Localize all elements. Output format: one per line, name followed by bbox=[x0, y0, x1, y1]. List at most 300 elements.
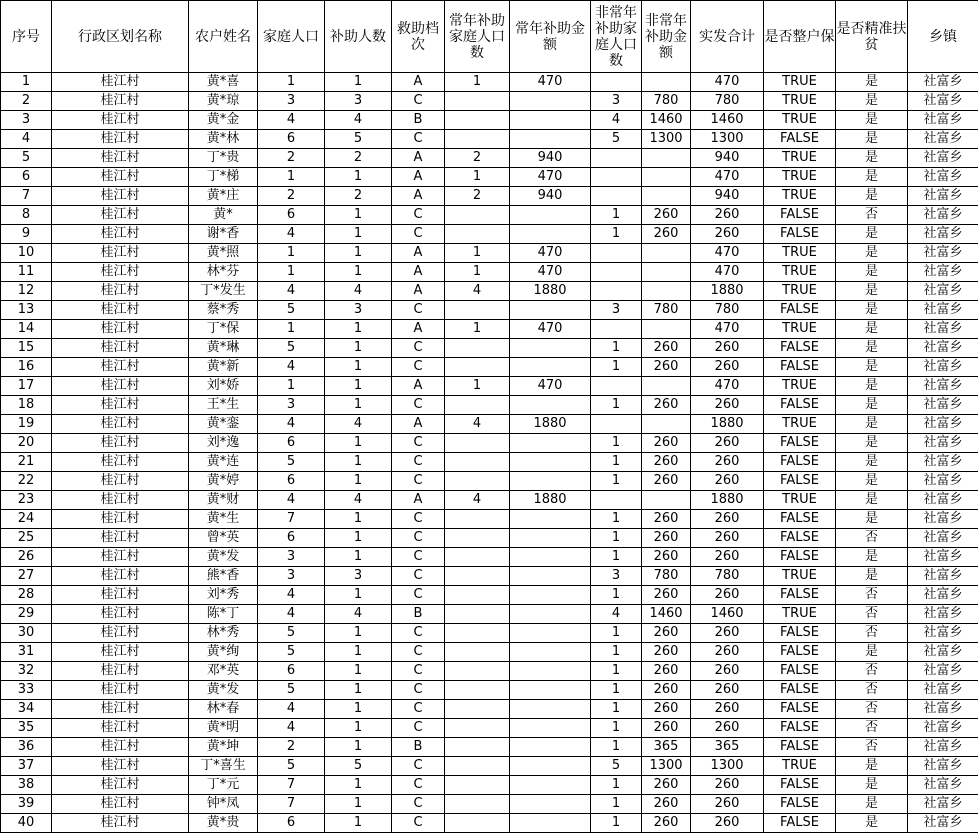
table-cell: 是 bbox=[836, 795, 908, 814]
table-cell: 4 bbox=[591, 111, 642, 130]
table-cell: 260 bbox=[691, 339, 764, 358]
table-cell: A bbox=[392, 415, 445, 434]
table-row bbox=[1, 491, 978, 510]
table-cell: 社富乡 bbox=[908, 206, 978, 225]
table-cell: 是 bbox=[836, 415, 908, 434]
table-cell bbox=[510, 548, 591, 567]
table-cell: TRUE bbox=[764, 92, 836, 111]
table-cell: 4 bbox=[325, 282, 392, 301]
table-cell: 30 bbox=[1, 624, 52, 643]
column-header: 家庭人口 bbox=[258, 1, 325, 73]
table-cell bbox=[591, 320, 642, 339]
table-cell: C bbox=[392, 472, 445, 491]
table-cell: 6 bbox=[258, 206, 325, 225]
table-cell: FALSE bbox=[764, 529, 836, 548]
table-cell: 260 bbox=[642, 586, 691, 605]
table-cell: 1 bbox=[325, 510, 392, 529]
table-cell: 1880 bbox=[691, 282, 764, 301]
table-cell: 5 bbox=[258, 757, 325, 776]
table-cell: 1880 bbox=[510, 282, 591, 301]
table-cell: 260 bbox=[642, 624, 691, 643]
table-cell: 否 bbox=[836, 624, 908, 643]
table-cell: 是 bbox=[836, 472, 908, 491]
table-cell: C bbox=[392, 719, 445, 738]
table-cell: 5 bbox=[325, 757, 392, 776]
table-cell: 1300 bbox=[691, 130, 764, 149]
table-cell: 是 bbox=[836, 149, 908, 168]
table-cell: A bbox=[392, 187, 445, 206]
table-cell: C bbox=[392, 206, 445, 225]
table-cell bbox=[445, 681, 510, 700]
table-cell: 470 bbox=[510, 377, 591, 396]
table-cell bbox=[642, 73, 691, 92]
table-cell: 1 bbox=[591, 643, 642, 662]
table-cell: 是 bbox=[836, 453, 908, 472]
table-cell: 6 bbox=[258, 529, 325, 548]
table-cell: 是 bbox=[836, 396, 908, 415]
table-cell: C bbox=[392, 358, 445, 377]
table-cell: 否 bbox=[836, 662, 908, 681]
table-cell: 桂江村 bbox=[52, 795, 189, 814]
table-cell: 780 bbox=[642, 567, 691, 586]
table-cell: 桂江村 bbox=[52, 149, 189, 168]
table-cell: 社富乡 bbox=[908, 301, 978, 320]
table-cell: 社富乡 bbox=[908, 225, 978, 244]
column-header: 补助人数 bbox=[325, 1, 392, 73]
table-cell: 4 bbox=[258, 282, 325, 301]
table-cell: 1 bbox=[591, 548, 642, 567]
table-cell bbox=[445, 130, 510, 149]
table-cell: 黄*琼 bbox=[189, 92, 258, 111]
table-cell: FALSE bbox=[764, 472, 836, 491]
table-row bbox=[1, 586, 978, 605]
table-cell: 社富乡 bbox=[908, 510, 978, 529]
table-cell: 22 bbox=[1, 472, 52, 491]
table-cell: 黄*林 bbox=[189, 130, 258, 149]
table-cell: 桂江村 bbox=[52, 111, 189, 130]
table-cell: 4 bbox=[258, 111, 325, 130]
table-cell: 1 bbox=[325, 263, 392, 282]
table-cell: FALSE bbox=[764, 719, 836, 738]
table-cell: FALSE bbox=[764, 776, 836, 795]
table-row bbox=[1, 282, 978, 301]
table-cell: 2 bbox=[325, 187, 392, 206]
table-cell: 7 bbox=[258, 510, 325, 529]
table-cell: 是 bbox=[836, 187, 908, 206]
table-cell: 1 bbox=[325, 453, 392, 472]
table-cell bbox=[510, 814, 591, 833]
table-cell bbox=[445, 529, 510, 548]
table-cell: 1 bbox=[258, 320, 325, 339]
table-cell: C bbox=[392, 567, 445, 586]
table-cell: 是 bbox=[836, 548, 908, 567]
table-cell: 1 bbox=[325, 377, 392, 396]
table-cell: 1 bbox=[591, 434, 642, 453]
table-cell: TRUE bbox=[764, 73, 836, 92]
table-cell: 7 bbox=[258, 776, 325, 795]
table-cell: 1 bbox=[325, 225, 392, 244]
table-cell bbox=[642, 168, 691, 187]
table-cell: 1 bbox=[325, 681, 392, 700]
table-cell: 1880 bbox=[691, 491, 764, 510]
table-cell bbox=[445, 738, 510, 757]
table-cell: 黄*贵 bbox=[189, 814, 258, 833]
table-cell: 3 bbox=[591, 567, 642, 586]
table-cell: 林*春 bbox=[189, 700, 258, 719]
table-cell: TRUE bbox=[764, 377, 836, 396]
table-cell bbox=[510, 776, 591, 795]
table-cell: 780 bbox=[691, 567, 764, 586]
table-cell: 1 bbox=[325, 358, 392, 377]
table-cell: 260 bbox=[642, 339, 691, 358]
table-cell: 桂江村 bbox=[52, 73, 189, 92]
table-cell: 是 bbox=[836, 244, 908, 263]
table-cell: C bbox=[392, 225, 445, 244]
table-cell: 黄*发 bbox=[189, 681, 258, 700]
table-cell bbox=[510, 795, 591, 814]
table-cell bbox=[510, 434, 591, 453]
table-cell bbox=[591, 415, 642, 434]
table-cell: TRUE bbox=[764, 168, 836, 187]
table-cell: 6 bbox=[258, 662, 325, 681]
table-cell: FALSE bbox=[764, 624, 836, 643]
table-cell: 260 bbox=[691, 396, 764, 415]
table-cell: TRUE bbox=[764, 605, 836, 624]
column-header: 实发合计 bbox=[691, 1, 764, 73]
table-cell: 780 bbox=[691, 301, 764, 320]
table-cell: 桂江村 bbox=[52, 301, 189, 320]
table-cell: A bbox=[392, 263, 445, 282]
table-cell: 1 bbox=[325, 472, 392, 491]
table-cell: 黄*生 bbox=[189, 510, 258, 529]
table-row bbox=[1, 244, 978, 263]
table-cell: 社富乡 bbox=[908, 814, 978, 833]
table-cell bbox=[642, 187, 691, 206]
table-cell: 1 bbox=[445, 320, 510, 339]
table-cell bbox=[510, 472, 591, 491]
table-cell: 丁*梯 bbox=[189, 168, 258, 187]
table-cell: 是 bbox=[836, 567, 908, 586]
table-row bbox=[1, 358, 978, 377]
table-cell: 1 bbox=[591, 510, 642, 529]
table-cell: 社富乡 bbox=[908, 415, 978, 434]
table-cell: 4 bbox=[258, 700, 325, 719]
table-cell: 桂江村 bbox=[52, 282, 189, 301]
table-cell: 1880 bbox=[510, 491, 591, 510]
table-cell: 4 bbox=[445, 491, 510, 510]
table-cell: 黄*照 bbox=[189, 244, 258, 263]
table-cell: 社富乡 bbox=[908, 529, 978, 548]
table-cell bbox=[510, 662, 591, 681]
table-cell: 260 bbox=[642, 681, 691, 700]
table-cell: 否 bbox=[836, 529, 908, 548]
table-cell: 14 bbox=[1, 320, 52, 339]
column-header: 行政区划名称 bbox=[52, 1, 189, 73]
table-cell: 260 bbox=[691, 434, 764, 453]
table-cell: 4 bbox=[325, 415, 392, 434]
table-cell: 是 bbox=[836, 301, 908, 320]
table-cell: A bbox=[392, 491, 445, 510]
table-cell: 1 bbox=[325, 814, 392, 833]
table-cell bbox=[445, 396, 510, 415]
table-cell: TRUE bbox=[764, 320, 836, 339]
table-row bbox=[1, 757, 978, 776]
table-cell: 33 bbox=[1, 681, 52, 700]
table-cell: 社富乡 bbox=[908, 795, 978, 814]
table-cell bbox=[510, 605, 591, 624]
column-header: 常年补助家庭人口数 bbox=[445, 1, 510, 73]
table-row bbox=[1, 548, 978, 567]
table-cell: 18 bbox=[1, 396, 52, 415]
table-cell: 桂江村 bbox=[52, 92, 189, 111]
table-cell bbox=[591, 282, 642, 301]
table-cell: 是 bbox=[836, 282, 908, 301]
table-cell: 黄*连 bbox=[189, 453, 258, 472]
table-cell: TRUE bbox=[764, 149, 836, 168]
table-cell: 260 bbox=[691, 206, 764, 225]
table-cell: 社富乡 bbox=[908, 681, 978, 700]
table-cell: 5 bbox=[258, 339, 325, 358]
table-row bbox=[1, 396, 978, 415]
table-cell: 桂江村 bbox=[52, 776, 189, 795]
table-cell: 5 bbox=[325, 130, 392, 149]
table-cell: 260 bbox=[642, 529, 691, 548]
table-row bbox=[1, 320, 978, 339]
table-cell bbox=[642, 149, 691, 168]
table-cell: 15 bbox=[1, 339, 52, 358]
table-cell: 260 bbox=[642, 472, 691, 491]
table-cell: 11 bbox=[1, 263, 52, 282]
table-cell: A bbox=[392, 244, 445, 263]
table-cell: 桂江村 bbox=[52, 643, 189, 662]
table-cell: TRUE bbox=[764, 187, 836, 206]
table-cell bbox=[591, 187, 642, 206]
table-cell: 3 bbox=[325, 92, 392, 111]
table-cell: A bbox=[392, 320, 445, 339]
table-cell: 1 bbox=[325, 624, 392, 643]
table-cell bbox=[445, 662, 510, 681]
table-cell: 1 bbox=[325, 776, 392, 795]
table-cell: 365 bbox=[691, 738, 764, 757]
table-cell: 桂江村 bbox=[52, 453, 189, 472]
table-cell: 1 bbox=[591, 738, 642, 757]
table-cell: FALSE bbox=[764, 586, 836, 605]
table-row bbox=[1, 263, 978, 282]
table-cell: 1 bbox=[591, 681, 642, 700]
table-cell: 黄*銮 bbox=[189, 415, 258, 434]
table-cell: 780 bbox=[642, 301, 691, 320]
table-cell: C bbox=[392, 339, 445, 358]
table-cell: 260 bbox=[642, 719, 691, 738]
table-cell: 470 bbox=[510, 244, 591, 263]
table-cell: 6 bbox=[258, 130, 325, 149]
table-cell: 780 bbox=[642, 92, 691, 111]
table-cell: 1 bbox=[591, 529, 642, 548]
table-cell: 3 bbox=[258, 92, 325, 111]
table-cell: C bbox=[392, 92, 445, 111]
table-cell bbox=[591, 73, 642, 92]
table-cell: 1 bbox=[591, 719, 642, 738]
table-cell: 桂江村 bbox=[52, 662, 189, 681]
table-cell: C bbox=[392, 624, 445, 643]
table-cell bbox=[445, 814, 510, 833]
table-cell: 是 bbox=[836, 111, 908, 130]
table-cell: 丁*保 bbox=[189, 320, 258, 339]
table-cell: 470 bbox=[691, 73, 764, 92]
table-cell: FALSE bbox=[764, 225, 836, 244]
table-cell: FALSE bbox=[764, 795, 836, 814]
table-cell: 260 bbox=[642, 206, 691, 225]
table-cell bbox=[591, 263, 642, 282]
table-cell: 260 bbox=[691, 548, 764, 567]
table-cell: 3 bbox=[258, 567, 325, 586]
table-cell: 桂江村 bbox=[52, 168, 189, 187]
table-row bbox=[1, 795, 978, 814]
table-cell: 社富乡 bbox=[908, 358, 978, 377]
table-cell: 1300 bbox=[642, 130, 691, 149]
table-row bbox=[1, 700, 978, 719]
table-row bbox=[1, 168, 978, 187]
table-cell bbox=[445, 700, 510, 719]
table-cell: 桂江村 bbox=[52, 358, 189, 377]
table-cell: FALSE bbox=[764, 510, 836, 529]
table-cell: 260 bbox=[691, 662, 764, 681]
table-cell: B bbox=[392, 605, 445, 624]
table-cell: 是 bbox=[836, 814, 908, 833]
table-cell: 是 bbox=[836, 168, 908, 187]
table-cell: 是 bbox=[836, 776, 908, 795]
table-cell: 1 bbox=[325, 206, 392, 225]
table-cell bbox=[510, 624, 591, 643]
table-cell: 1 bbox=[325, 662, 392, 681]
table-cell bbox=[510, 700, 591, 719]
table-cell bbox=[445, 472, 510, 491]
table-cell: 780 bbox=[691, 92, 764, 111]
table-cell: 1 bbox=[591, 586, 642, 605]
table-cell: 1 bbox=[258, 244, 325, 263]
column-header: 农户姓名 bbox=[189, 1, 258, 73]
table-cell bbox=[510, 396, 591, 415]
column-header: 乡镇 bbox=[908, 1, 978, 73]
table-cell: 470 bbox=[510, 263, 591, 282]
table-cell: FALSE bbox=[764, 814, 836, 833]
table-cell: 社富乡 bbox=[908, 757, 978, 776]
table-cell: 1 bbox=[325, 396, 392, 415]
table-cell: 260 bbox=[642, 510, 691, 529]
table-cell bbox=[445, 605, 510, 624]
table-cell: FALSE bbox=[764, 396, 836, 415]
table-cell bbox=[510, 358, 591, 377]
table-cell: 4 bbox=[258, 491, 325, 510]
table-cell: 260 bbox=[691, 453, 764, 472]
table-cell: 1880 bbox=[691, 415, 764, 434]
table-cell: 1 bbox=[591, 776, 642, 795]
table-cell: 钟*凤 bbox=[189, 795, 258, 814]
table-cell: 社富乡 bbox=[908, 472, 978, 491]
table-cell bbox=[510, 567, 591, 586]
table-cell: 刘*娇 bbox=[189, 377, 258, 396]
table-cell bbox=[642, 415, 691, 434]
table-cell: 桂江村 bbox=[52, 738, 189, 757]
table-cell: 丁*喜生 bbox=[189, 757, 258, 776]
table-cell bbox=[445, 643, 510, 662]
table-cell: 38 bbox=[1, 776, 52, 795]
table-cell bbox=[510, 92, 591, 111]
table-cell: 社富乡 bbox=[908, 377, 978, 396]
table-cell: 1 bbox=[591, 358, 642, 377]
table-cell: 桂江村 bbox=[52, 206, 189, 225]
table-cell: 25 bbox=[1, 529, 52, 548]
table-cell: 470 bbox=[510, 168, 591, 187]
table-cell: 是 bbox=[836, 358, 908, 377]
table-cell: 260 bbox=[642, 776, 691, 795]
table-cell: 4 bbox=[325, 111, 392, 130]
table-cell: 1 bbox=[325, 795, 392, 814]
table-cell bbox=[642, 320, 691, 339]
table-cell: 260 bbox=[691, 681, 764, 700]
table-cell bbox=[642, 377, 691, 396]
table-cell: 36 bbox=[1, 738, 52, 757]
table-cell: 桂江村 bbox=[52, 263, 189, 282]
table-cell: 1 bbox=[325, 738, 392, 757]
table-cell: C bbox=[392, 662, 445, 681]
table-cell: 4 bbox=[258, 225, 325, 244]
table-cell: 3 bbox=[325, 301, 392, 320]
table-row bbox=[1, 776, 978, 795]
table-row bbox=[1, 434, 978, 453]
column-header: 是否精准扶贫 bbox=[836, 1, 908, 73]
table-cell: 黄*明 bbox=[189, 719, 258, 738]
table-row bbox=[1, 111, 978, 130]
table-cell: 1 bbox=[325, 434, 392, 453]
table-cell: FALSE bbox=[764, 434, 836, 453]
table-row bbox=[1, 130, 978, 149]
table-cell: A bbox=[392, 73, 445, 92]
table-cell bbox=[445, 339, 510, 358]
table-cell: 940 bbox=[691, 149, 764, 168]
table-cell: 社富乡 bbox=[908, 282, 978, 301]
table-cell: FALSE bbox=[764, 662, 836, 681]
table-cell: 社富乡 bbox=[908, 149, 978, 168]
table-cell: 桂江村 bbox=[52, 529, 189, 548]
table-cell: 5 bbox=[258, 301, 325, 320]
table-cell: 260 bbox=[642, 358, 691, 377]
table-cell: 1 bbox=[325, 529, 392, 548]
table-cell: 桂江村 bbox=[52, 130, 189, 149]
table-cell bbox=[510, 206, 591, 225]
table-cell: 2 bbox=[258, 187, 325, 206]
table-cell: 是 bbox=[836, 643, 908, 662]
table-cell: 470 bbox=[510, 320, 591, 339]
table-cell: 桂江村 bbox=[52, 339, 189, 358]
table-cell: 陈*丁 bbox=[189, 605, 258, 624]
table-row bbox=[1, 643, 978, 662]
table-cell: 桂江村 bbox=[52, 377, 189, 396]
table-cell: 社富乡 bbox=[908, 168, 978, 187]
table-cell bbox=[445, 624, 510, 643]
table-cell bbox=[445, 757, 510, 776]
table-cell: 社富乡 bbox=[908, 320, 978, 339]
table-row bbox=[1, 605, 978, 624]
table-cell: 260 bbox=[691, 472, 764, 491]
table-cell: 是 bbox=[836, 225, 908, 244]
table-cell: 桂江村 bbox=[52, 187, 189, 206]
table-cell: 社富乡 bbox=[908, 586, 978, 605]
table-cell: 5 bbox=[258, 453, 325, 472]
table-cell: 蔡*秀 bbox=[189, 301, 258, 320]
table-cell: 桂江村 bbox=[52, 567, 189, 586]
table-cell: 27 bbox=[1, 567, 52, 586]
